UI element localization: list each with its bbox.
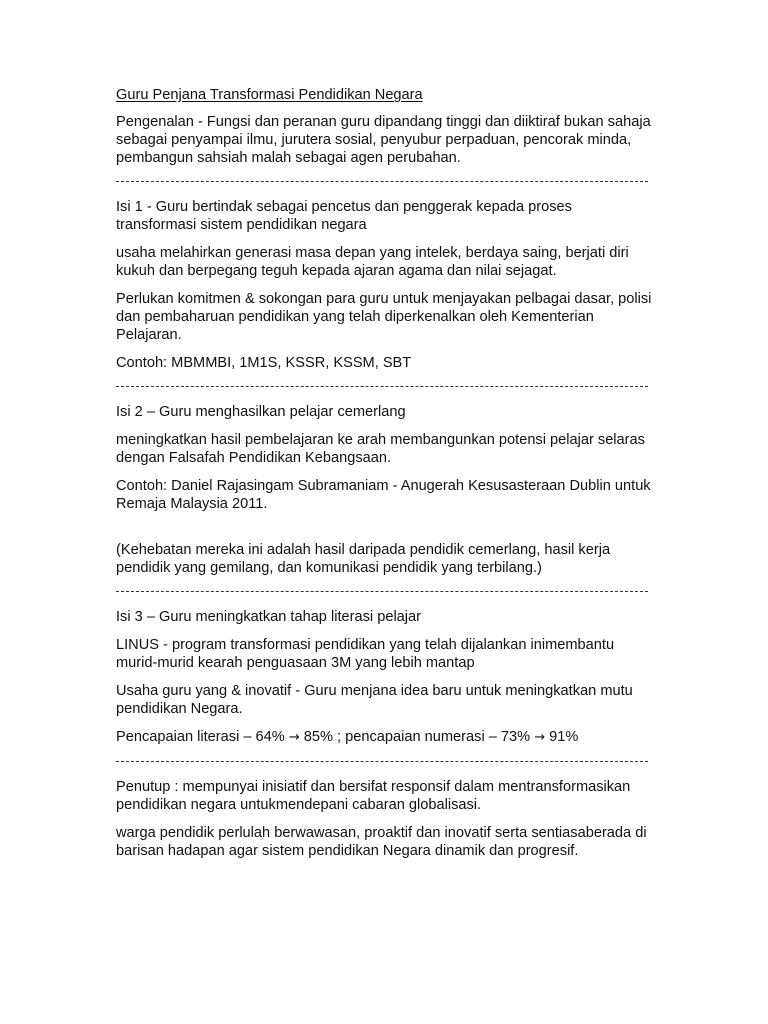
isi1-heading: Isi 1 - Guru bertindak sebagai pencetus dan penggerak kepada proses transformasi sistem pendidikan negara (116, 199, 572, 233)
isi1-contoh: Contoh: MBMMBI, 1M1S, KSSR, KSSM, SBT (116, 355, 412, 371)
isi3-heading: Isi 3 – Guru meningkatkan tahap literasi pelajar (116, 609, 422, 625)
isi2-paragraph-1: meningkatkan hasil pembelajaran ke arah membangunkan potensi pelajar selaras dengan Falsafah Pendidikan Kebangsaan. (116, 432, 645, 466)
dashed-separator (116, 181, 648, 182)
isi1-paragraph-2: Perlukan komitmen & sokongan para guru untuk menjayakan pelbagai dasar, polisi dan pembaharuan pendidikan yang telah diperkenalkan oleh Kementerian Pelajaran. (116, 291, 652, 343)
document-page (116, 86, 652, 870)
isi3-paragraph-2: Usaha guru yang & inovatif - Guru menjana idea baru untuk meningkatkan mutu pendidikan Negara. (116, 683, 633, 717)
pencapaian-literasi-text: Pencapaian literasi – 64% (116, 729, 289, 745)
isi1-paragraph-1: usaha melahirkan generasi masa depan yang intelek, berdaya saing, berjati diri kukuh dan berpegang teguh kepada ajaran agama dan nilai sejagat. (116, 245, 629, 279)
dashed-separator (116, 761, 648, 762)
document-title: Guru Penjana Transformasi Pendidikan Negara (116, 87, 423, 103)
isi3-paragraph-1: LINUS - program transformasi pendidikan yang telah dijalankan inimembantu murid-murid kearah penguasaan 3M yang lebih mantap (116, 637, 615, 671)
arrow-right-icon: → (288, 730, 300, 745)
dashed-separator (116, 591, 648, 592)
isi2-contoh: Contoh: Daniel Rajasingam Subramaniam - Anugerah Kesusasteraan Dublin untuk Remaja Malaysia 2011. (116, 478, 651, 512)
pencapaian-numerasi-text: 85% ; pencapaian numerasi – 73% (299, 729, 535, 745)
isi2-note: (Kehebatan mereka ini adalah hasil daripada pendidik cemerlang, hasil kerja pendidik yang gemilang, dan komunikasi pendidik yang terbilang.) (116, 542, 611, 576)
isi2-heading: Isi 2 – Guru menghasilkan pelajar cemerlang (116, 404, 406, 420)
pengenalan-paragraph: Pengenalan - Fungsi dan peranan guru dipandang tinggi dan diiktiraf bukan sahaja sebagai penyampai ilmu, jurutera sosial, penyubur perpaduan, pencorak minda, pembangun sahsiah malah sebagai agen perubahan. (116, 114, 651, 166)
penutup-paragraph-2: warga pendidik perlulah berwawasan, proaktif dan inovatif serta sentiasaberada di barisan hadapan agar sistem pendidikan Negara dinamik dan progresif. (116, 825, 647, 859)
pencapaian-end-text: 91% (545, 729, 579, 745)
penutup-paragraph-1: Penutup : mempunyai inisiatif dan bersifat responsif dalam mentransformasikan pendidikan negara untukmendepani cabaran globalisasi. (116, 779, 631, 813)
arrow-right-icon: → (534, 730, 546, 745)
isi3-pencapaian (116, 728, 652, 747)
dashed-separator (116, 386, 648, 387)
